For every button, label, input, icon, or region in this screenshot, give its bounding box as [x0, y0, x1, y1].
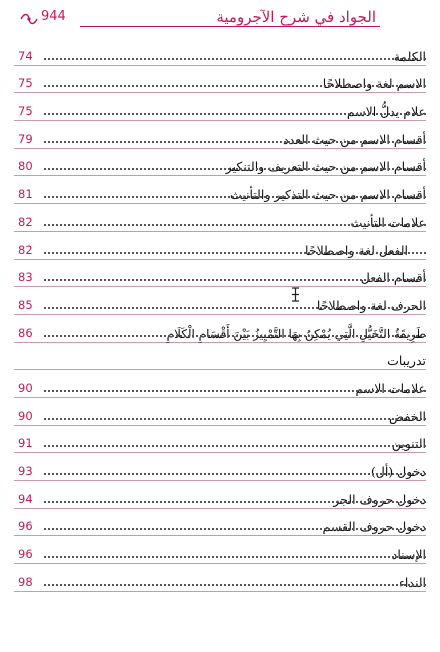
toc-row: [14, 66, 426, 94]
toc-row: [14, 149, 426, 177]
toc-leader-dots: [44, 556, 426, 558]
toc-title: علامات الاسم: [351, 381, 426, 396]
toc-row: [14, 93, 426, 121]
toc-page-number: 82: [18, 242, 33, 257]
toc-title: الخفض: [385, 409, 426, 424]
toc-row: [14, 260, 426, 288]
toc-row: [14, 121, 426, 149]
toc-title: دخول حروف القسم: [319, 519, 426, 534]
toc-title: الاسم لغة واصطلاحًا: [319, 76, 426, 91]
toc-title: أقسام الاسم من حيث التعريف والتنكير: [222, 159, 426, 174]
toc-leader-dots: [44, 224, 426, 226]
toc-page-number: 80: [18, 159, 33, 174]
toc-row: [14, 453, 426, 481]
toc-leader-dots: [44, 58, 426, 60]
toc-page-number: 94: [18, 491, 33, 506]
toc-page-number: 90: [18, 380, 33, 395]
toc-row: [14, 426, 426, 454]
toc-page-number: 81: [18, 187, 33, 202]
toc-leader-dots: [44, 252, 426, 254]
toc-row: [14, 287, 426, 315]
toc-leader-dots: [44, 418, 426, 420]
toc-row: [14, 176, 426, 204]
toc-leader-dots: [44, 113, 426, 115]
toc-row: [14, 481, 426, 509]
toc-title: الحرف لغة واصطلاحًا: [313, 298, 426, 313]
toc-leader-dots: [44, 196, 426, 198]
ornament-icon: [20, 12, 38, 26]
toc-row: [14, 398, 426, 426]
toc-row: [14, 536, 426, 564]
toc-page-number: 91: [18, 436, 33, 451]
toc-title: علامات التأنيث: [346, 215, 426, 230]
toc-leader-dots: [44, 168, 426, 170]
toc-leader-dots: [44, 584, 426, 586]
toc-page-number: 75: [18, 104, 33, 119]
toc-page-number: 98: [18, 574, 33, 589]
toc-leader-dots: [44, 528, 426, 530]
toc-title: أقسام الاسم من حيث العدد: [279, 132, 426, 147]
toc-page-number: 90: [18, 408, 33, 423]
toc-row: [14, 564, 426, 592]
book-title: الجواد في شرح الآجرومية: [212, 8, 380, 26]
page-number: 944: [38, 9, 69, 24]
toc-row: [14, 315, 426, 343]
toc-leader-dots: [44, 279, 426, 281]
toc-leader-dots: [44, 501, 426, 503]
table-of-contents: [14, 38, 426, 592]
toc-page-number: 83: [18, 270, 33, 285]
toc-leader-dots: [44, 335, 426, 337]
toc-title: أقسام الاسم من حيث التذكير والتأنيث: [226, 187, 426, 202]
toc-title: تدريبات: [383, 353, 426, 368]
toc-leader-dots: [44, 445, 426, 447]
toc-row: [14, 232, 426, 260]
header-rule: [80, 26, 380, 27]
toc-row: [14, 509, 426, 537]
toc-page-number: 82: [18, 214, 33, 229]
toc-leader-dots: [44, 473, 426, 475]
toc-page-number: 93: [18, 464, 33, 478]
toc-title: النداء: [395, 575, 426, 590]
toc-leader-dots: [44, 141, 426, 143]
toc-title: الإسناد: [388, 547, 426, 562]
toc-row: [14, 343, 426, 371]
toc-leader-dots: [44, 307, 426, 309]
toc-row: [14, 370, 426, 398]
toc-page-number: 96: [18, 519, 33, 534]
toc-title: طَرِيقَةُ التَّخَيُّلِ الَّتِي يُمْكِنُ بِهَا التَّمْيِيزُ بَيْنَ أَقْسَامِ الْكَلَامِ: [163, 327, 426, 341]
toc-title: أقسام الفعل: [357, 270, 426, 285]
toc-page-number: 74: [18, 48, 33, 63]
toc-leader-dots: [44, 390, 426, 392]
toc-page-number: 75: [18, 76, 33, 91]
toc-page-number: 86: [18, 325, 33, 340]
toc-leader-dots: [44, 85, 426, 87]
toc-title: دخول حروف الجر: [329, 492, 426, 507]
toc-title: علام يدلُّ الاسم: [343, 104, 426, 119]
toc-row: [14, 204, 426, 232]
toc-page-number: 96: [18, 547, 33, 562]
toc-title: دخول (أل): [367, 464, 426, 479]
page-header: [20, 6, 420, 36]
toc-page-number: 79: [18, 131, 33, 146]
toc-title: الفعل لغة واصطلاحًا: [301, 243, 408, 258]
toc-title: التنوين: [388, 436, 426, 451]
toc-page-number: 85: [18, 297, 33, 312]
text-cursor-icon: [290, 287, 301, 302]
toc-row: [14, 38, 426, 66]
toc-title: الكلمة: [390, 49, 426, 64]
